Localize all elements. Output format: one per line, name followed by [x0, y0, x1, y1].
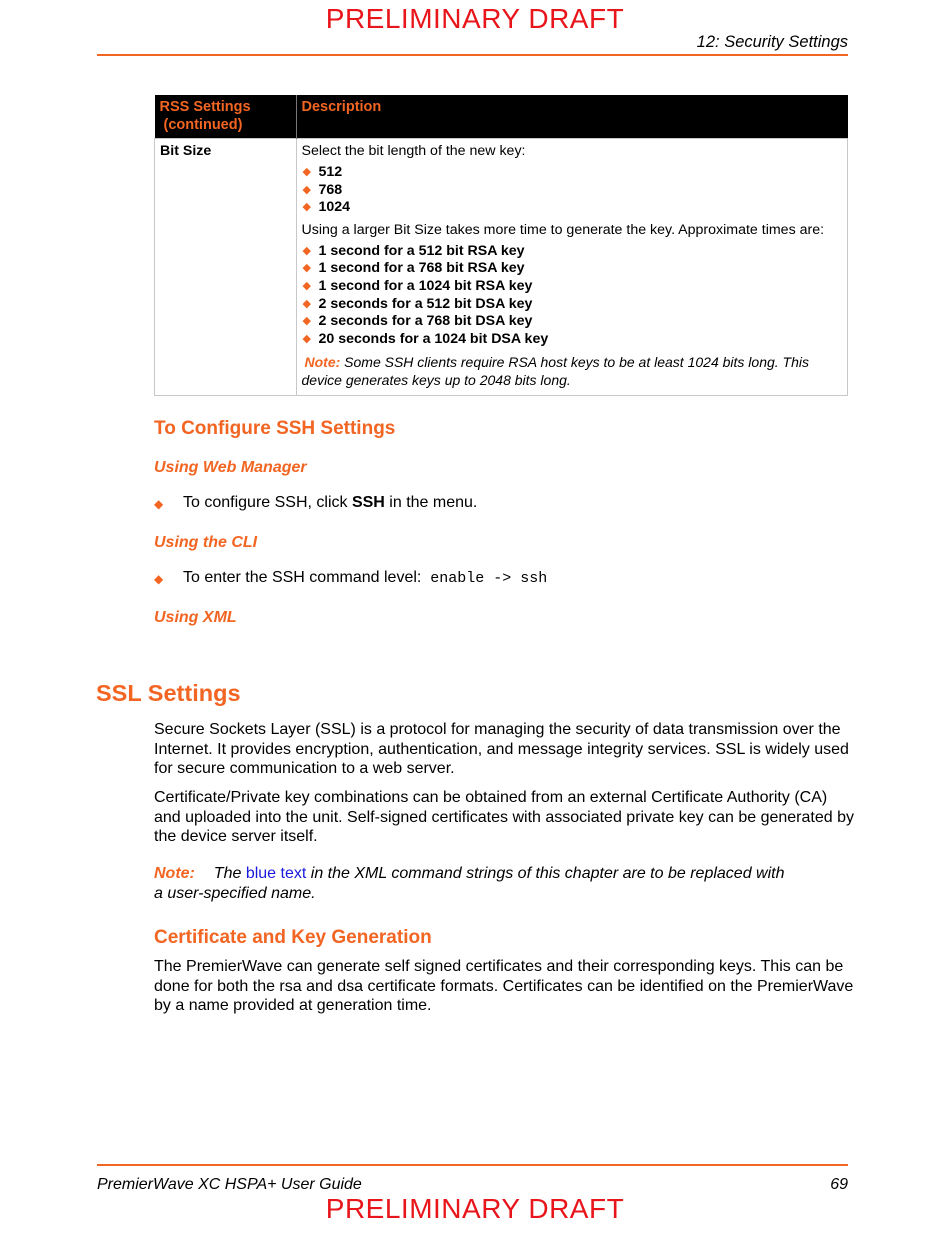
- diamond-bullet-icon: ◆: [302, 201, 311, 214]
- row-description: [296, 139, 848, 396]
- ssl-settings-heading: SSL Settings: [96, 680, 241, 706]
- diamond-bullet-icon: ◆: [302, 315, 311, 328]
- draft-watermark-top: PRELIMINARY DRAFT: [325, 3, 625, 34]
- list-item: ◆ 2 seconds for a 512 bit DSA key: [302, 295, 533, 312]
- web-manager-heading: Using Web Manager: [154, 459, 307, 476]
- footer-guide-title: PremierWave XC HSPA+ User Guide: [97, 1176, 362, 1193]
- note-text-line1: Some SSH clients require RSA host keys to be at least 1024 bits long. This: [344, 354, 809, 371]
- ssh-menu-ref: SSH: [351, 494, 385, 511]
- cli-heading: Using the CLI: [154, 534, 258, 551]
- diamond-bullet-icon: ◆: [302, 183, 311, 196]
- times-intro: Using a larger Bit Size takes more time to generate the key. Approximate times are:: [301, 221, 825, 238]
- header-rule: [97, 54, 848, 56]
- bit-options-list: [302, 164, 843, 217]
- page-number: 69: [830, 1176, 848, 1193]
- diamond-bullet-icon: ◆: [302, 332, 311, 345]
- cert-key-heading: Certificate and Key Generation: [154, 927, 432, 948]
- xml-heading: Using XML: [154, 609, 237, 626]
- blue-text-sample: blue text: [245, 865, 307, 882]
- cli-command: enable -> ssh: [430, 570, 548, 587]
- note-text-line2: device generates keys up to 2048 bits long.: [301, 372, 571, 389]
- times-list: [302, 243, 843, 349]
- list-item: ◆ 2 seconds for a 768 bit DSA key: [302, 313, 533, 330]
- chapter-title: 12: Security Settings: [696, 33, 848, 51]
- list-item: ◆ 512: [302, 164, 343, 180]
- cert-paragraph: The PremierWave can generate self signed certificates and their corresponding keys. This can be done for both the rsa and dsa certificate formats. Certificates can be identified on the PremierWave by a name provided at generation time.: [154, 958, 854, 1014]
- diamond-bullet-icon: ◆: [302, 297, 311, 310]
- ssl-note: Note: The blue text in the XML command strings of this chapter are to be replaced with a user-specified name.: [154, 865, 785, 902]
- footer-rule: [97, 1164, 848, 1166]
- table-header-settings: RSS Settings (continued): [155, 95, 297, 139]
- bit-size-intro: Select the bit length of the new key:: [301, 143, 526, 159]
- diamond-bullet-icon: ◆: [302, 279, 311, 292]
- list-item: ◆ 1 second for a 1024 bit RSA key: [302, 277, 533, 294]
- ssl-paragraph-2: Certificate/Private key combinations can be obtained from an external Certificate Authority (CA) and uploaded into the unit. Self-signed certificates with associated private key can be generated by the device server itself.: [154, 789, 854, 845]
- table-header-row: [155, 95, 848, 139]
- note-label: Note:: [304, 354, 341, 371]
- ssl-paragraph-1: Secure Sockets Layer (SSL) is a protocol for managing the security of data transmission over the Internet. It provides encryption, authentication, and message integrity services. SSL is widely used for secure communication to a web server.: [154, 721, 849, 777]
- table-note: [302, 353, 843, 389]
- diamond-bullet-icon: ◆: [302, 166, 311, 178]
- rss-settings-table: [154, 95, 848, 396]
- list-item: ◆ 1 second for a 768 bit RSA key: [302, 260, 525, 277]
- diamond-bullet-icon: ◆: [154, 497, 164, 511]
- list-item: ◆ 768: [302, 181, 343, 198]
- note-label: Note:: [154, 865, 195, 882]
- row-label-bit-size: Bit Size: [155, 139, 297, 396]
- draft-watermark-bottom: PRELIMINARY DRAFT: [325, 1193, 625, 1224]
- diamond-bullet-icon: ◆: [302, 244, 311, 257]
- diamond-bullet-icon: ◆: [302, 262, 311, 275]
- list-item: ◆ 1 second for a 512 bit RSA key: [302, 242, 525, 259]
- table-header-description: Description: [296, 95, 848, 139]
- list-item: ◆ 20 seconds for a 1024 bit DSA key: [302, 330, 549, 347]
- table-row: [155, 139, 848, 396]
- diamond-bullet-icon: ◆: [154, 572, 164, 586]
- list-item: ◆ 1024: [302, 199, 351, 216]
- configure-ssh-heading: To Configure SSH Settings: [154, 418, 396, 439]
